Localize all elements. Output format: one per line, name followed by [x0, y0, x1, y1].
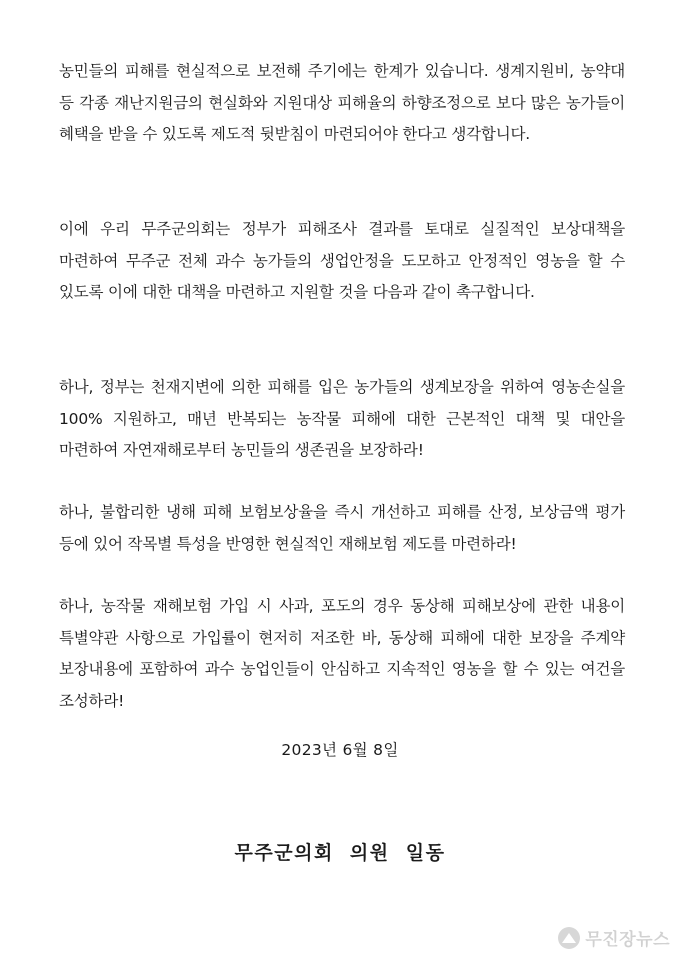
news-watermark [558, 925, 670, 950]
watermark-text: 무진장뉴스 [585, 930, 670, 950]
document-date: 2023년 6월 8일 [281, 741, 399, 759]
paragraph-demand-1: 하나, 정부는 천재지변에 의한 피해를 입은 농가들의 생계보장을 위하여 영농손실을 100% 지원하고, 매년 반복되는 농작물 피해에 대한 근본적인 대책 및 대안을 마련하여 자연재해로부터 농민들의 생존권을 보장하라! [59, 378, 625, 459]
paragraph-council-request: 이에 우리 무주군의회는 정부가 피해조사 결과를 토대로 실질적인 보상대책을 마련하여 무주군 전체 과수 농가들의 생업안정을 도모하고 안정적인 영농을 할 수 있도록 이에 대한 대책을 마련하고 지원할 것을 다음과 같이 촉구합니다. [59, 220, 625, 301]
paragraph-intro: 농민들의 피해를 현실적으로 보전해 주기에는 한계가 있습니다. 생계지원비, 농약대 등 각종 재난지원금의 현실화와 지원대상 피해율의 하향조정으로 보다 많은 농가들이 혜택을 받을 수 있도록 제도적 뒷받침이 마련되어야 한다고 생각합니다. [59, 62, 625, 143]
mountain-logo-icon [558, 927, 580, 949]
paragraph-demand-2: 하나, 불합리한 냉해 피해 보험보상율을 즉시 개선하고 피해를 산정, 보상금액 평가 등에 있어 작목별 특성을 반영한 현실적인 재해보험 제도를 마련하라! [59, 503, 625, 553]
paragraph-demand-3: 하나, 농작물 재해보험 가입 시 사과, 포도의 경우 동상해 피해보상에 관한 내용이 특별약관 사항으로 가입률이 현저히 저조한 바, 동상해 피해에 대한 보장을 주계약 보장내용에 포함하여 과수 농업인들이 안심하고 지속적인 영농을 할 수 있는 여건을 조성하라! [59, 597, 625, 710]
document-signature: 무주군의회 의원 일동 [234, 842, 446, 864]
